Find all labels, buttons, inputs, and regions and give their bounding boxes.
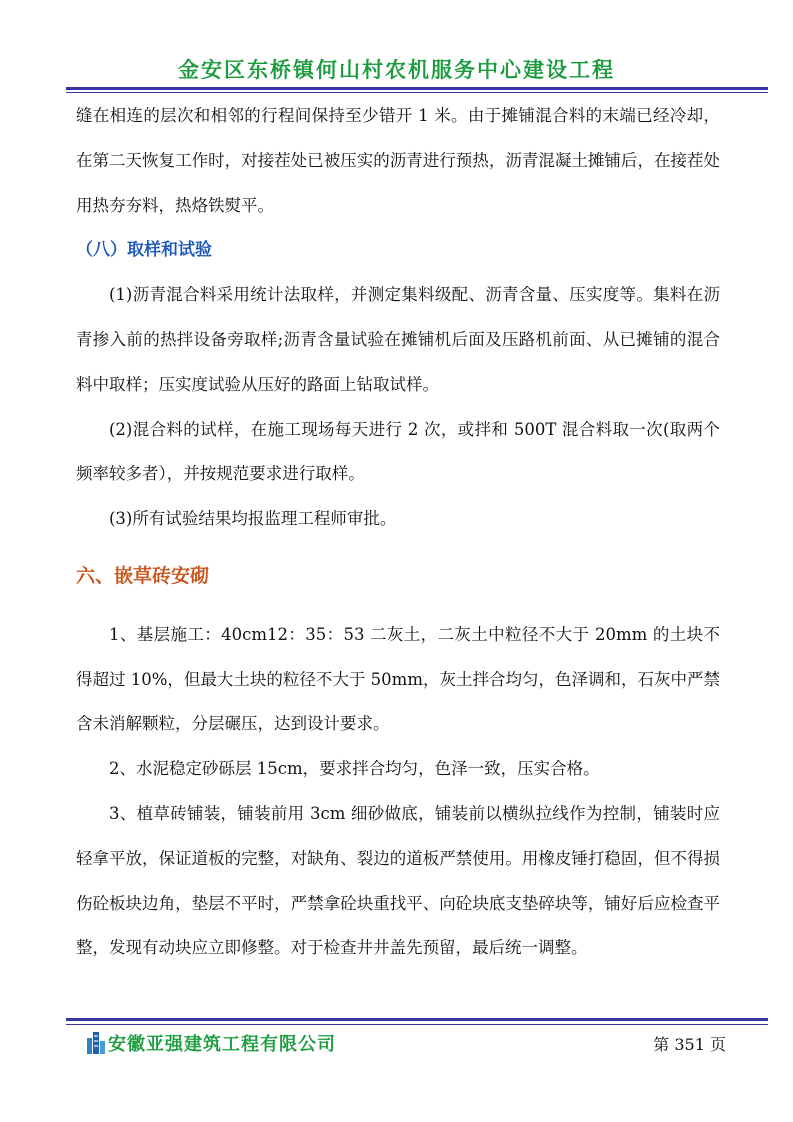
header-title: 金安区东桥镇何山村农机服务中心建设工程 bbox=[178, 58, 615, 82]
header-rule-thin bbox=[66, 92, 768, 93]
paragraph-item-3: 3、植草砖铺装，铺装前用 3cm 细砂做底，铺装前以横纵拉线作为控制，铺装时应轻拿平放，保证道板的完整，对缺角、裂边的道板严禁使用。用橡皮锤打稳固，但不得损伤砼板块边角，垫层不平时，严禁拿砼块重找平、向砼块底支垫碎块等，铺好后应检查平整，发现有动块应立即修整。对于检查井井盖先预留，最后统一调整。 bbox=[76, 803, 720, 958]
paragraph-continuation: 缝在相连的层次和相邻的行程间保持至少错开 1 米。由于摊铺混合料的末端已经冷却，在第二天恢复工作时，对接茬处已被压实的沥青进行预热，沥青混凝土摊铺后，在接茬处用热夯夯料，热烙铁熨平。 bbox=[76, 106, 720, 215]
section-heading-grass-brick: 六、嵌草砖安砌 bbox=[76, 564, 210, 587]
footer-rule-thick bbox=[66, 1018, 768, 1021]
page-footer bbox=[86, 1028, 726, 1060]
building-logo-icon bbox=[86, 1030, 106, 1054]
paragraph-sampling-1: (1)沥青混合料采用统计法取样，并测定集料级配、沥青含量、压实度等。集料在沥青掺入前的热拌设备旁取样;沥青含量试验在摊铺机后面及压路机前面、从已摊铺的混合料中取样；压实度试验从压好的路面上钻取试样。 bbox=[76, 285, 720, 394]
section-spacer bbox=[76, 542, 720, 554]
paragraph-sampling-3: (3)所有试验结果均报监理工程师审批。 bbox=[109, 509, 397, 529]
document-body bbox=[76, 94, 720, 971]
paragraph-item-1: 1、基层施工：40cm12：35：53 二灰土，二灰土中粒径不大于 20mm 的土块不得超过 10%，但最大土块的粒径不大于 50mm，灰土拌合均匀，色泽调和，石灰中严禁含未消解颗粒，分层碾压，达到设计要求。 bbox=[76, 624, 720, 734]
page-number: 第 351 页 bbox=[653, 1035, 726, 1054]
company-name: 安徽亚强建筑工程有限公司 bbox=[108, 1034, 336, 1055]
sub-heading-sampling: （八）取样和试验 bbox=[76, 240, 212, 261]
header-rule-thick bbox=[66, 87, 768, 90]
paragraph-sampling-2: (2)混合料的试样，在施工现场每天进行 2 次，或拌和 500T 混合料取一次(取两个频率较多者），并按规范要求进行取样。 bbox=[76, 419, 720, 484]
footer-rule-thin bbox=[66, 1024, 768, 1025]
paragraph-item-2: 2、水泥稳定砂砾层 15cm，要求拌合均匀，色泽一致，压实合格。 bbox=[109, 759, 600, 779]
section-spacer bbox=[76, 599, 720, 613]
